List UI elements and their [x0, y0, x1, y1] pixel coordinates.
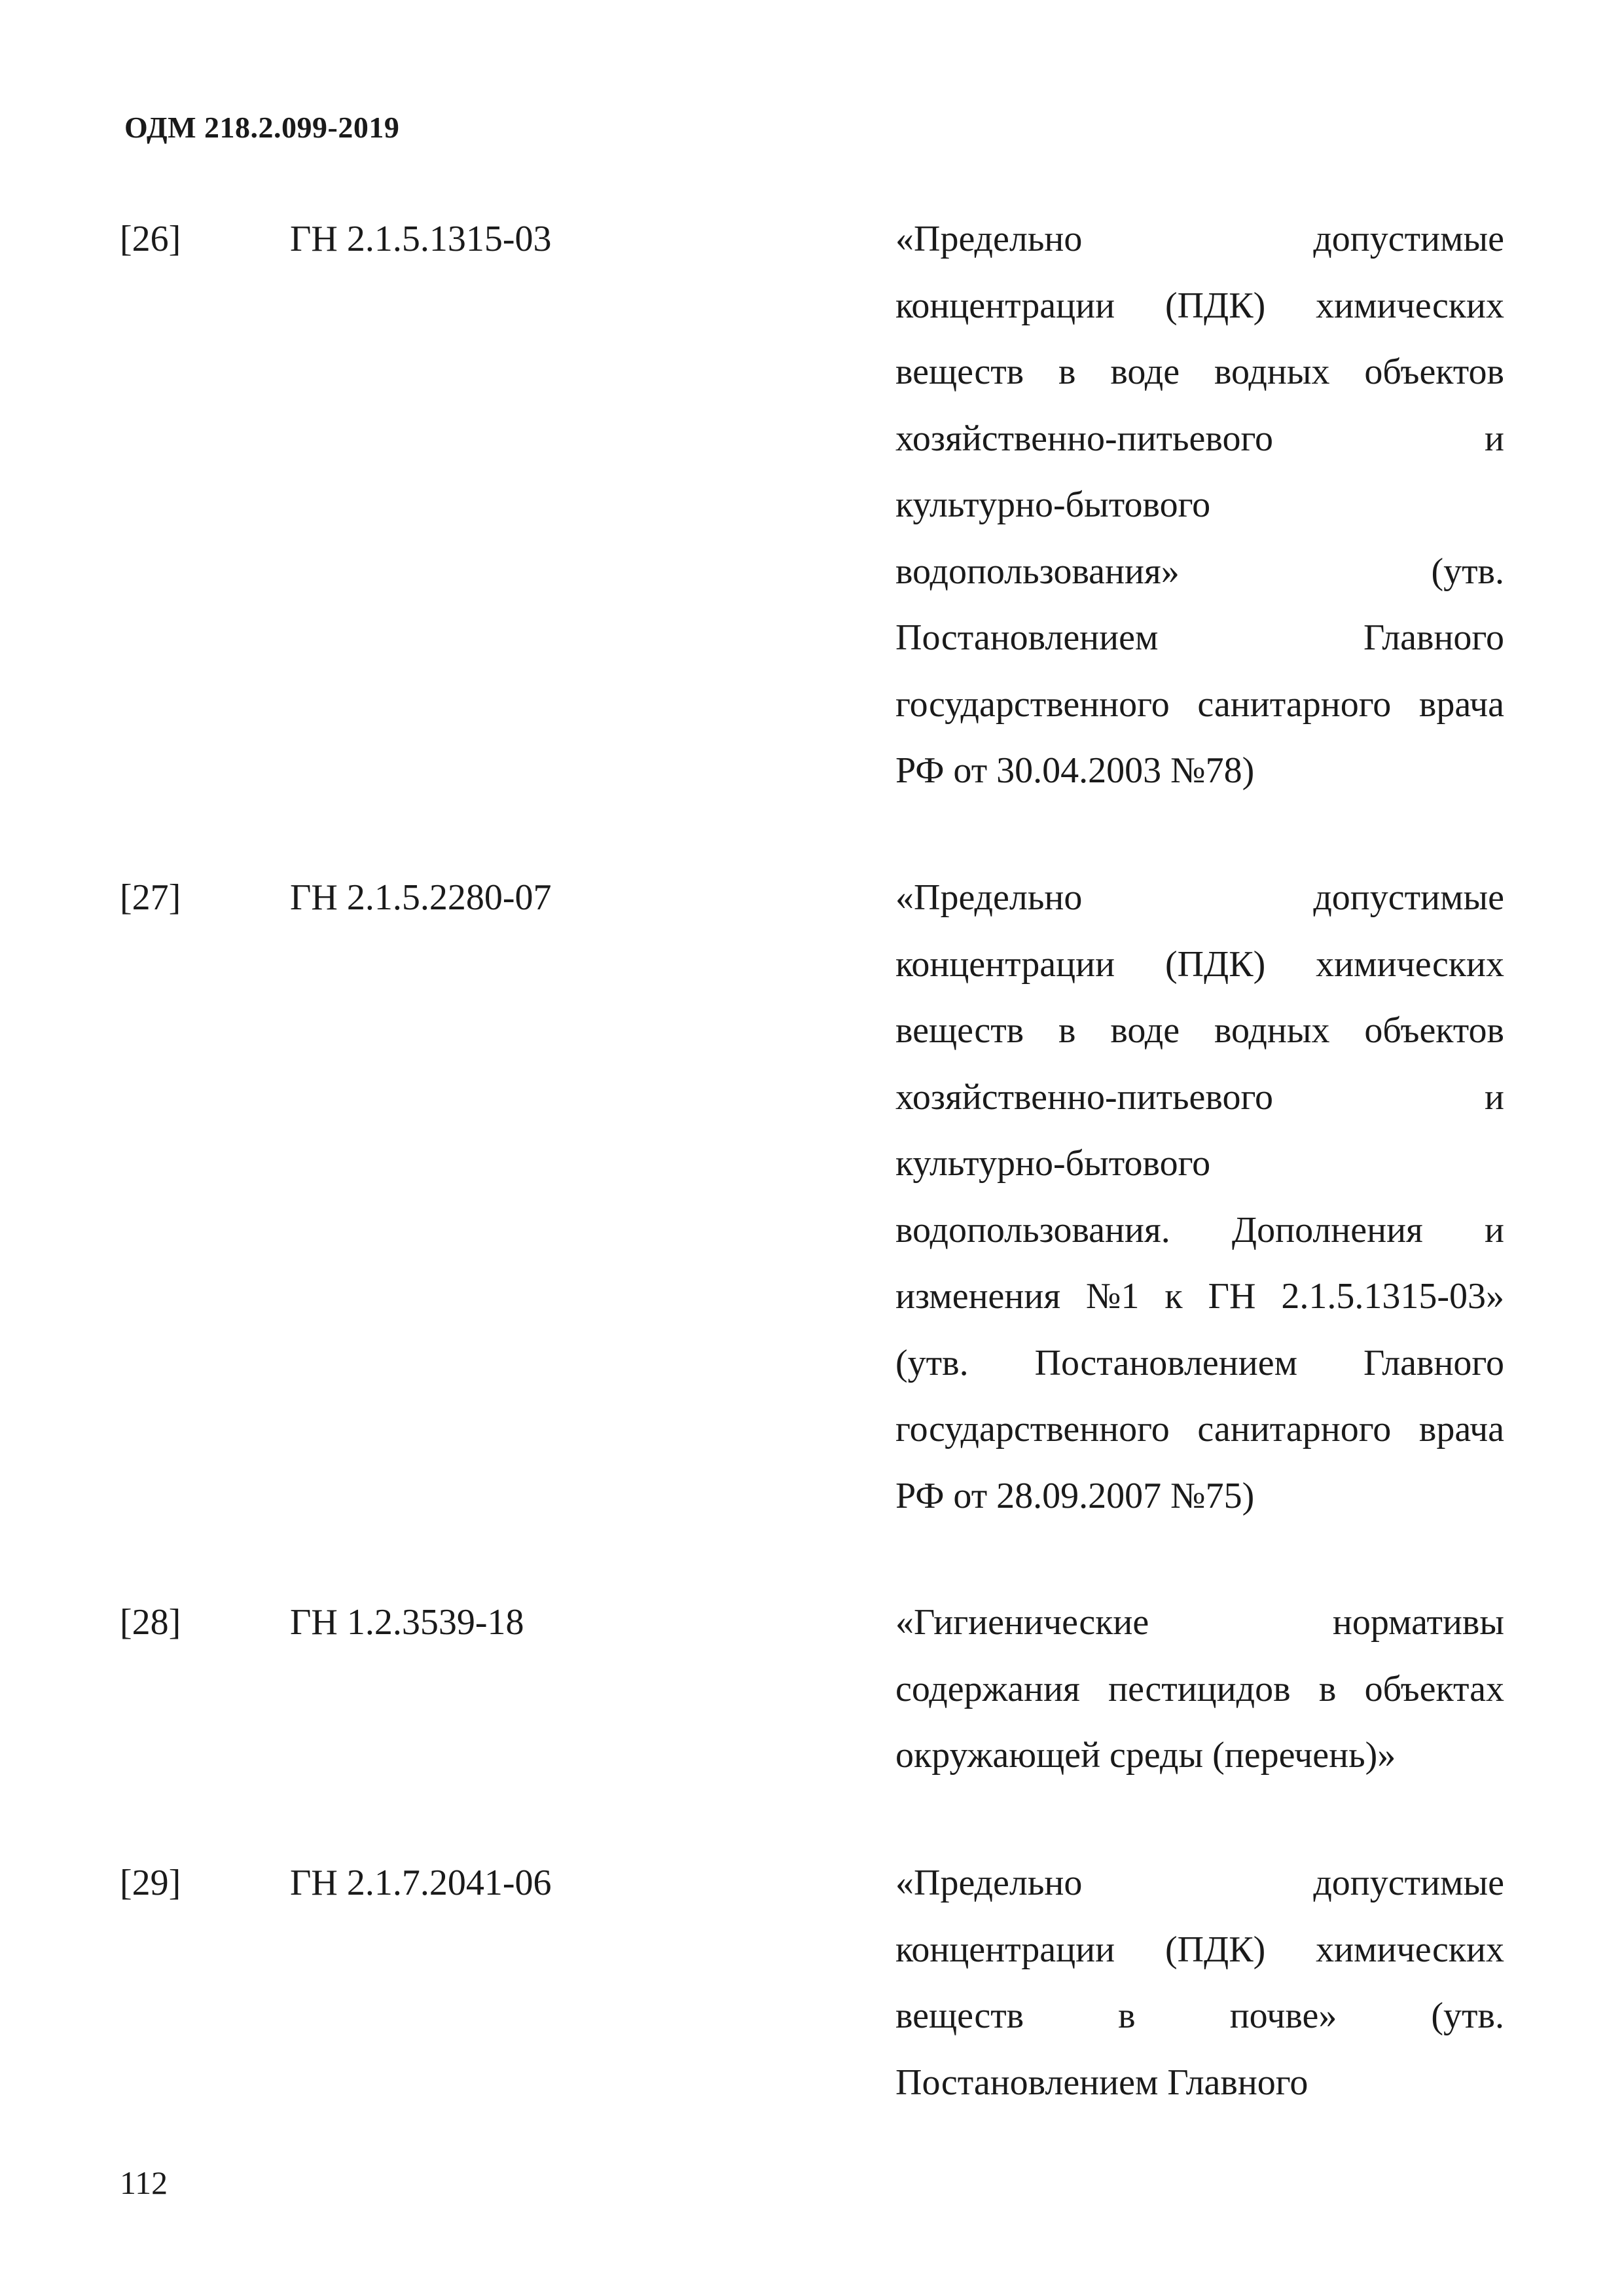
- title-line: [895, 738, 1504, 805]
- title-line: [895, 1656, 1504, 1723]
- title-word: воде: [1110, 1010, 1180, 1051]
- page-number: 112: [120, 2164, 168, 2201]
- title-word: химических: [1316, 943, 1504, 985]
- title-word: в: [1058, 352, 1076, 392]
- title-word: почве»: [1229, 1995, 1337, 2036]
- title-word: санитарного: [1197, 1409, 1392, 1449]
- title-line: [895, 1983, 1504, 2050]
- title-line: [895, 932, 1504, 998]
- standard-code: ГН 2.1.7.2041-06: [290, 1863, 552, 1903]
- title-line: [895, 1131, 1504, 1197]
- title-word: РФ от 28.09.2007 №75): [895, 1475, 1255, 1516]
- title-word: и: [1485, 418, 1504, 459]
- title-line: [895, 472, 1504, 539]
- title-word: содержания: [895, 1668, 1080, 1709]
- title-word: химических: [1316, 285, 1504, 326]
- title-line: [895, 1590, 1504, 1656]
- title-line: [895, 1330, 1504, 1397]
- title-line: [895, 672, 1504, 738]
- title-word: Постановлением: [895, 617, 1159, 658]
- title-line: [895, 998, 1504, 1065]
- title-word: врача: [1418, 1409, 1504, 1449]
- reference-number: [26]: [120, 219, 181, 259]
- title-word: нормативы: [1332, 1602, 1504, 1643]
- title-word: веществ: [895, 352, 1024, 392]
- title-word: ГН: [1208, 1276, 1256, 1317]
- title-word: Дополнения: [1231, 1209, 1423, 1250]
- title-line: [895, 339, 1504, 406]
- title-word: №1: [1086, 1276, 1140, 1317]
- title-line: [895, 539, 1504, 606]
- title-line: [895, 406, 1504, 473]
- title-word: «Гигиенические: [895, 1602, 1149, 1643]
- title-word: Главного: [1167, 2062, 1308, 2103]
- title-word: допустимые: [1313, 219, 1504, 259]
- title-word: Постановлением: [895, 2062, 1159, 2103]
- title-word: культурно-бытового: [895, 484, 1211, 525]
- reference-number: [29]: [120, 1863, 181, 1903]
- title-word: водопользования.: [895, 1209, 1170, 1250]
- title-word: пестицидов: [1108, 1668, 1291, 1709]
- standard-code: ГН 2.1.5.2280-07: [290, 877, 552, 918]
- standard-code: ГН 1.2.3539-18: [290, 1602, 524, 1643]
- title-word: в: [1118, 1995, 1136, 2036]
- title-line: [895, 865, 1504, 932]
- title-line: [895, 1197, 1504, 1264]
- reference-number: [27]: [120, 877, 181, 918]
- title-word: хозяйственно-питьевого: [895, 1076, 1274, 1118]
- title-word: допустимые: [1313, 877, 1504, 918]
- reference-number: [28]: [120, 1602, 181, 1643]
- title-word: и: [1485, 1076, 1504, 1118]
- title-line: [895, 1850, 1504, 1917]
- title-word: государственного: [895, 1409, 1170, 1449]
- title-word: веществ: [895, 1010, 1024, 1051]
- title-line: [895, 2050, 1504, 2117]
- title-word: водопользования»: [895, 551, 1180, 592]
- title-word: веществ: [895, 1995, 1024, 2036]
- document-code-header: ОДМ 218.2.099-2019: [124, 111, 400, 144]
- title-word: водных: [1214, 1010, 1330, 1051]
- title-word: (ПДК): [1164, 943, 1266, 985]
- title-line: [895, 273, 1504, 340]
- title-word: объектов: [1364, 352, 1504, 392]
- title-word: к: [1164, 1276, 1183, 1317]
- title-word: концентрации: [895, 943, 1115, 985]
- title-word: в: [1318, 1668, 1337, 1709]
- title-word: Постановлением: [1034, 1342, 1297, 1383]
- title-line: [895, 605, 1504, 672]
- title-word: санитарного: [1197, 683, 1392, 725]
- title-word: окружающей среды (перечень)»: [895, 1735, 1396, 1776]
- title-word: 2.1.5.1315-03»: [1281, 1276, 1504, 1317]
- title-word: (утв.: [1431, 551, 1504, 592]
- title-line: [895, 1463, 1504, 1530]
- title-word: (утв.: [895, 1342, 969, 1383]
- standard-title: [895, 865, 1504, 1529]
- title-word: (ПДК): [1164, 1929, 1266, 1970]
- title-word: объектах: [1364, 1668, 1504, 1709]
- title-word: «Предельно: [895, 1863, 1083, 1903]
- title-word: государственного: [895, 683, 1170, 725]
- title-line: [895, 206, 1504, 273]
- title-word: концентрации: [895, 285, 1115, 326]
- title-line: [895, 1396, 1504, 1463]
- title-word: хозяйственно-питьевого: [895, 418, 1274, 459]
- title-word: Главного: [1363, 617, 1504, 658]
- title-word: водных: [1214, 352, 1330, 392]
- title-word: и: [1485, 1209, 1504, 1250]
- standard-title: [895, 1850, 1504, 2116]
- title-word: изменения: [895, 1276, 1061, 1317]
- title-word: объектов: [1364, 1010, 1504, 1051]
- title-word: в: [1058, 1010, 1076, 1051]
- title-line: [895, 1917, 1504, 1984]
- title-line: [895, 1264, 1504, 1330]
- title-line: [895, 1722, 1504, 1789]
- title-word: воде: [1110, 352, 1180, 392]
- standard-code: ГН 2.1.5.1315-03: [290, 219, 552, 259]
- title-word: (ПДК): [1164, 285, 1266, 326]
- title-word: Главного: [1363, 1342, 1504, 1383]
- title-word: врача: [1418, 683, 1504, 725]
- title-word: РФ от 30.04.2003 №78): [895, 750, 1255, 791]
- title-line: [895, 1065, 1504, 1131]
- title-word: «Предельно: [895, 877, 1083, 918]
- title-word: культурно-бытового: [895, 1143, 1211, 1184]
- standard-title: [895, 1590, 1504, 1789]
- title-word: химических: [1316, 1929, 1504, 1970]
- title-word: концентрации: [895, 1929, 1115, 1970]
- title-word: (утв.: [1431, 1995, 1504, 2036]
- title-word: допустимые: [1313, 1863, 1504, 1903]
- title-word: «Предельно: [895, 219, 1083, 259]
- standard-title: [895, 206, 1504, 805]
